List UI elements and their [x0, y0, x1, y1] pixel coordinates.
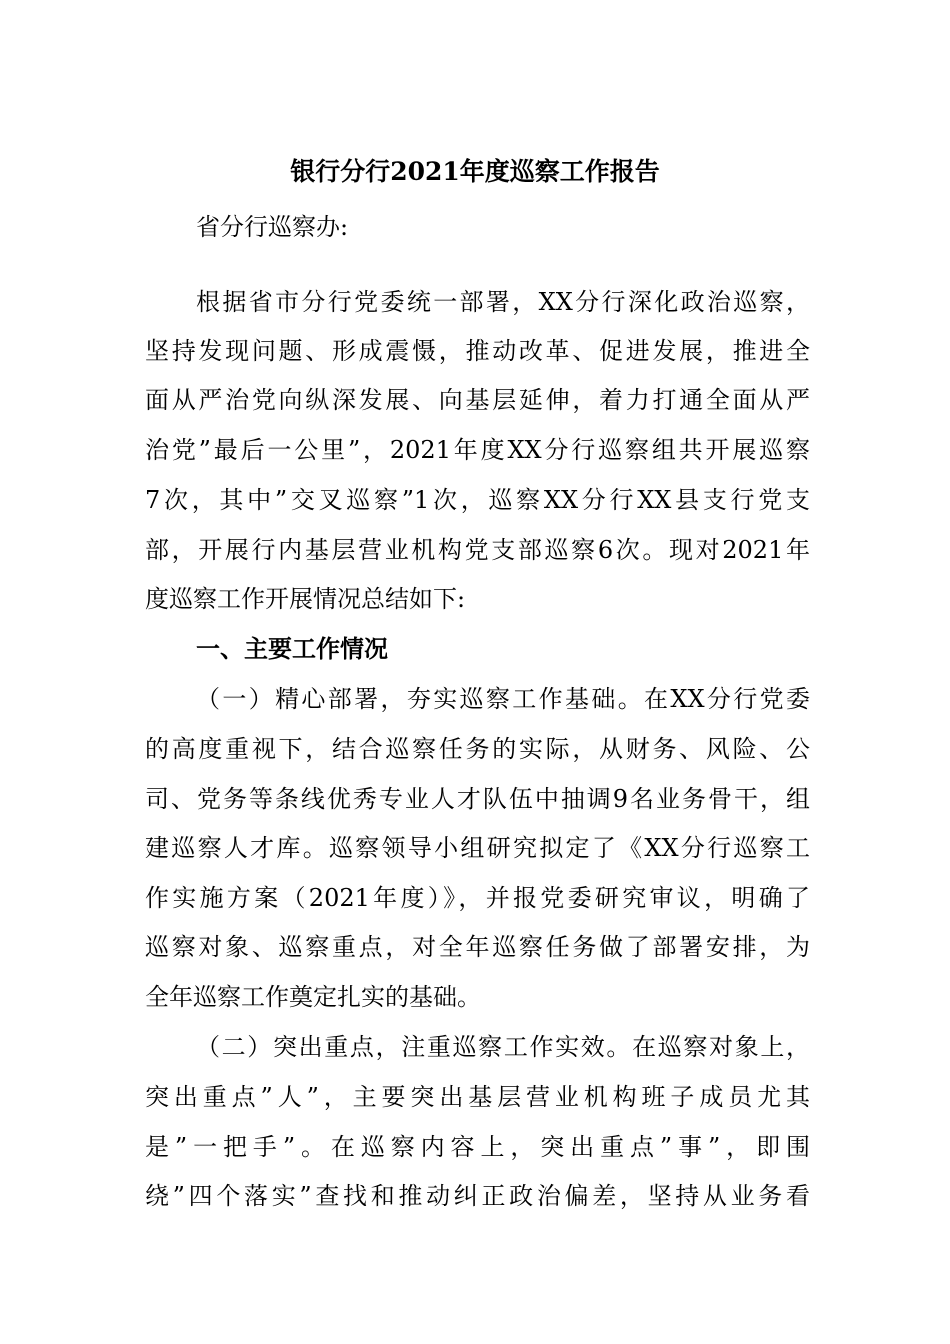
paragraph-line: 的高度重视下，结合巡察任务的实际，从财务、风险、公: [145, 735, 810, 763]
paragraph-line: 部，开展行内基层营业机构党支部巡察6次。现对2021年: [145, 536, 810, 564]
paragraph-line: 作实施方案（2021年度）》，并报党委研究审议，明确了: [145, 884, 810, 912]
paragraph-line: 建巡察人才库。巡察领导小组研究拟定了《XX分行巡察工: [145, 834, 810, 862]
paragraph-line: 是”一把手”。在巡察内容上，突出重点”事”，即围: [145, 1133, 810, 1161]
paragraph-line: 坚持发现问题、形成震慑，推动改革、促进发展，推进全: [145, 337, 810, 365]
paragraph-line: 度巡察工作开展情况总结如下:: [145, 585, 466, 613]
salutation: 省分行巡察办:: [196, 213, 349, 241]
paragraph-line: 治党”最后一公里”，2021年度XX分行巡察组共开展巡察: [145, 436, 810, 464]
document-title: 银行分行2021年度巡察工作报告: [290, 157, 660, 186]
paragraph-line: 司、党务等条线优秀专业人才队伍中抽调9名业务骨干，组: [145, 785, 810, 813]
paragraph-line: 根据省市分行党委统一部署，XX分行深化政治巡察，: [196, 288, 810, 316]
paragraph-line: 绕”四个落实”查找和推动纠正政治偏差，坚持从业务看: [145, 1182, 810, 1210]
paragraph-line: （一）精心部署，夯实巡察工作基础。在XX分行党委: [196, 685, 810, 713]
paragraph-line: 面从严治党向纵深发展、向基层延伸，着力打通全面从严: [145, 386, 810, 414]
paragraph-line: 7次，其中”交叉巡察”1次，巡察XX分行XX县支行党支: [145, 486, 810, 514]
paragraph-line: 突出重点”人”，主要突出基层营业机构班子成员尤其: [145, 1083, 810, 1111]
paragraph-line: （二）突出重点，注重巡察工作实效。在巡察对象上，: [196, 1033, 810, 1061]
section-heading: 一、主要工作情况: [196, 635, 388, 663]
paragraph-line: 巡察对象、巡察重点，对全年巡察任务做了部署安排，为: [145, 933, 810, 961]
paragraph-line: 全年巡察工作奠定扎实的基础。: [145, 983, 481, 1011]
